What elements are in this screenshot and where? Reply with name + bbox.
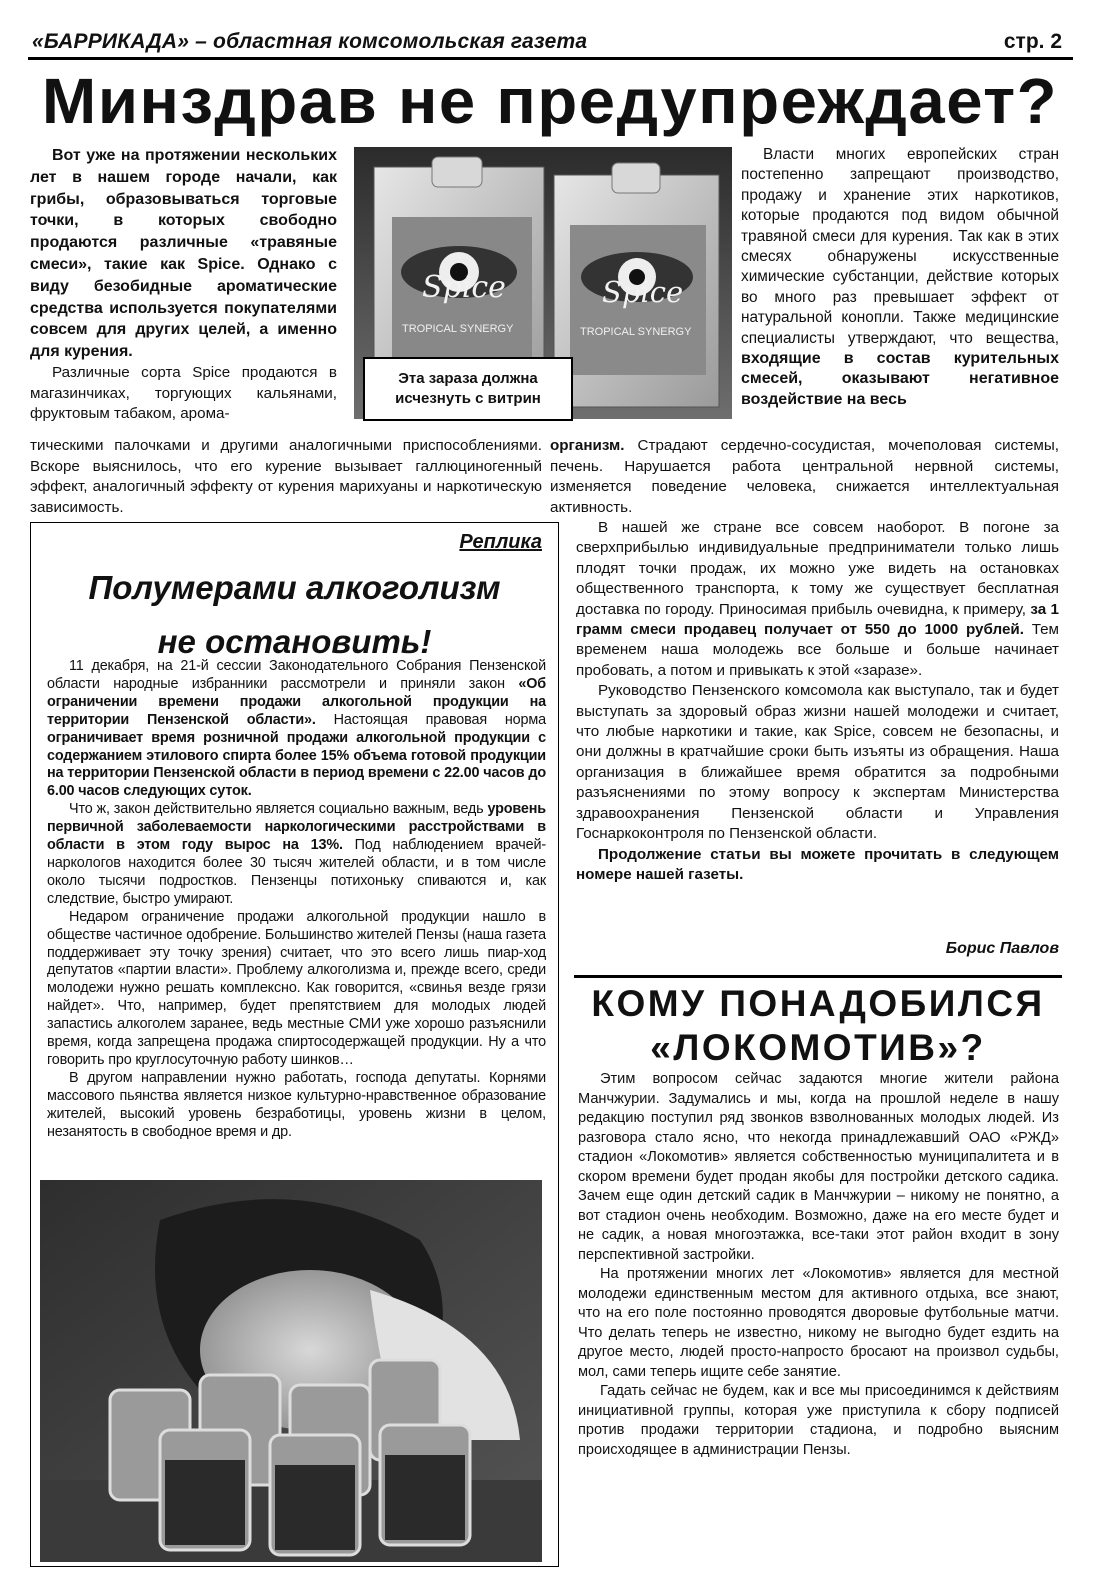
- replika-paragraph-2: [47, 801, 546, 908]
- article-2-paragraph-3: Гадать сейчас не будем, как и все мы присоединимся к действиям инициативной группы, которая уже приступила к сбору подписей против продажи территории стадиона, и подробно выясним происходящее в администрации Пензы.: [578, 1383, 1059, 1458]
- article-spice-lead: Вот уже на протяжении нескольких лет в нашем городе начали, как грибы, образовываться торговые точки, в которых свободно продаются различные «травяные смеси», такие как Spice. Однако с виду безобидные ароматические средства используется покупателями совсем для других целей, а именно для курения.: [30, 147, 337, 361]
- article-2-paragraph-2: На протяжении многих лет «Локомотив» является для местной молодежи единственным местом для активного отдыха, все знают, что на его поле постоянно проводятся дворовые футбольные матчи. Что делать теперь не известно, никому не выгодно будет ездить на другое место, людей просто-напросто бросают на произвол судьбы, мол, сами теперь ищите себе занятие.: [578, 1266, 1059, 1380]
- article-2-title-line-1: КОМУ ПОНАДОБИЛСЯ: [591, 983, 1045, 1024]
- spice-subtitle-left: TROPICAL SYNERGY: [402, 323, 514, 335]
- article-spice-author: Борис Павлов: [945, 940, 1059, 957]
- article-spice-p4-bold: за 1 грамм смеси продавец получает от 550 до 1000 рублей.: [576, 600, 1060, 639]
- article-spice-paragraph-2-start: Различные сорта Spice продаются в магазинчиках, торгующих кальянами, фруктовым табаком, арома-: [30, 363, 337, 423]
- article-spice-p3-rest: Страдают сердечно-сосудистая, мочеполовая системы, печень. Нарушается работа центральной нервной системы, изменяется поведение человека, снижается интеллектуальная активность.: [550, 437, 1059, 516]
- newspaper-header-title: «БАРРИКАДА» – областная комсомольская газета: [32, 30, 588, 53]
- beer-photo-graphic: [40, 1180, 542, 1562]
- replika-p1-law-name: «Об ограничении времени продажи алкогольной продукции на территории Пензенской области».: [47, 675, 546, 728]
- article-spice-left-column: [30, 145, 337, 425]
- article-spice-p3-bold-end: организм.: [550, 437, 625, 454]
- replika-paragraph-3: Недаром ограничение продажи алкогольной продукции нашло в обществе частичное одобрение. Большинство жителей Пензы (наша газета поддерживает эту точку зрения) считает, что это всего лишь пиар-ход депутатов «партии власти». Проблему алкоголизма и, прежде всего, среди молодежи нужно решать комплексно. Как говорится, «свинья везде грязи найдет». Что, например, будет препятствием для молодых людей запастись алкоголем заранее, ведь местные СМИ уже хорошо разъяснили время, когда запрещена продажа спиртосодержащей продукции. Ну а что говорить про круглосуточную работу шинков…: [47, 908, 546, 1068]
- replika-title-line-1: Полумерами алкоголизм: [88, 569, 501, 606]
- article-spice-p4-text: В нашей же стране все совсем наоборот. В погоне за сверхприбылью индивидуальные предприниматели только лишь плодят точки продаж, их можно уже видеть на остановках общественного транспорта, к тому же существует бесплатная доставка по городу. Приносимая прибыль очевидна, к примеру,: [576, 519, 1059, 618]
- spice-brand-right: Spice: [602, 275, 684, 309]
- replika-label: Реплика: [459, 531, 542, 553]
- replika-p1-text: 11 декабря, на 21-й сессии Законодательного Собрания Пензенской области народные избранники рассмотрели и приняли закон: [47, 658, 546, 692]
- spice-brand-left: Spice: [422, 270, 506, 305]
- spice-subtitle-right: TROPICAL SYNERGY: [580, 326, 692, 338]
- replika-body: [47, 658, 546, 1141]
- article-spice-continued-note: Продолжение статьи вы можете прочитать в следующем номере нашей газеты.: [576, 845, 1059, 883]
- replika-p2-text-2: Под наблюдением врачей-наркологов находится более 30 тысяч жителей области, и в том числе около тысячи подростков. Пензенцы потихоньку спиваются и, как следствие, быстро умирают.: [47, 837, 546, 907]
- replika-paragraph-4: В другом направлении нужно работать, господа депутаты. Корнями массового пьянства является низкое культурно-нравственное образование жителей, высокий уровень безработицы, уровень жизни в целом, незанятость в свободное время и др.: [47, 1069, 546, 1140]
- article-spice-paragraph-2-end: тическими палочками и другими аналогичными приспособлениями. Вскоре выяснилось, что его курение вызывает галлюциногенный эффект, аналогичный эффекту от курения марихуаны и наркотическую зависимость.: [30, 437, 542, 516]
- page-number: стр. 2: [1003, 30, 1062, 53]
- article-2-title-line-2: «ЛОКОМОТИВ»?: [650, 1027, 986, 1068]
- article-spice-p4-text-2: Тем временем наша молодежь все больше и больше начинает пробовать, а потом и привыкать к этой «заразе».: [576, 621, 1060, 679]
- article-spice-paragraph-6: [576, 845, 1059, 886]
- article-title-spice: Минздрав не предупреждает?: [41, 65, 1059, 137]
- article-spice-paragraph-3-end: [550, 436, 1059, 518]
- article-spice-paragraph-3: [741, 145, 1059, 410]
- article-spice-p3-text: Власти многих европейских стран постепенно запрещают производство, продажу и хранение этих наркотиков, которые продаются под видом обычной травяной смеси для курения. Так как в этих смесях обнаружены искусственные химические субстанции, действие которых во много раз превышает эффект от натуральной конопли. Также медицинские специалисты утверждают, что вещества,: [741, 146, 1059, 347]
- article-spice-continuation: [576, 518, 1059, 885]
- replika-p2-text: Что ж, закон действительно является социально важным, ведь: [69, 801, 488, 818]
- replika-p1-text-2: Настоящая правовая норма: [315, 711, 546, 728]
- article-spice-right-column: [741, 145, 1059, 410]
- article-spice-paragraph-4: [576, 518, 1059, 681]
- beer-mugs-photo: [40, 1180, 542, 1562]
- article-2-body: [578, 1070, 1059, 1460]
- header-rule: [28, 57, 1073, 60]
- article-2-title: [574, 982, 1062, 1070]
- replika-paragraph-1: [47, 658, 546, 801]
- article-spice-p3-bold: входящие в состав курительных смесей, оказывают негативное воздействие на весь: [741, 350, 1059, 408]
- replika-title: [31, 561, 558, 669]
- article-spice-paragraph-5: Руководство Пензенского комсомола как выступало, так и будет выступать за здоровый образ жизни нашей молодежи и считает, что любые наркотики и такие, как Spice, совсем не безопасны, и они должны в кратчайшие сроки быть изъяты из обращения. Наша организация в ближайшее время обратится за подробными разъяснениями по этому вопросу к экспертам Министерства здравоохранения Пензенской области и Управления Госнаркоконтроля по Пензенской области.: [576, 682, 1059, 843]
- article-2-paragraph-1: Этим вопросом сейчас задаются многие жители района Манчжурии. Задумались и мы, когда на прошлой неделе в нашу редакцию поступил ряд звонков взволнованных молодых людей. Из разговора стало ясно, что некогда принадлежавший ОАО «РЖД» стадион «Локомотив» является собственностью муниципалитета и в скором времени будет продан якобы для постройки детского садика. Зачем еще один детский садик в Манчжурии – никому не понятно, а вот стадион очень необходим. Возможно, даже на его месте будет и не садик, а новая многоэтажка, все-таки этот район входит в зону перспективной застройки.: [578, 1071, 1059, 1263]
- article-2-top-rule: [574, 975, 1062, 978]
- replika-p2-bold: уровень первичной заболеваемости наркологическими расстройствами в области в этом году вырос на 13%.: [47, 801, 546, 854]
- spice-photo-caption: Эта зараза должна исчезнуть с витрин: [363, 357, 573, 421]
- replika-p1-bold-2: ограничивает время розничной продажи алкогольной продукции с содержанием этилового спирта более 15% объема готовой продукции на территории Пензенской области в период времени с 22.00 часов до 6.00 часов следующих суток.: [47, 729, 546, 800]
- replika-title-line-2: не остановить!: [157, 623, 432, 660]
